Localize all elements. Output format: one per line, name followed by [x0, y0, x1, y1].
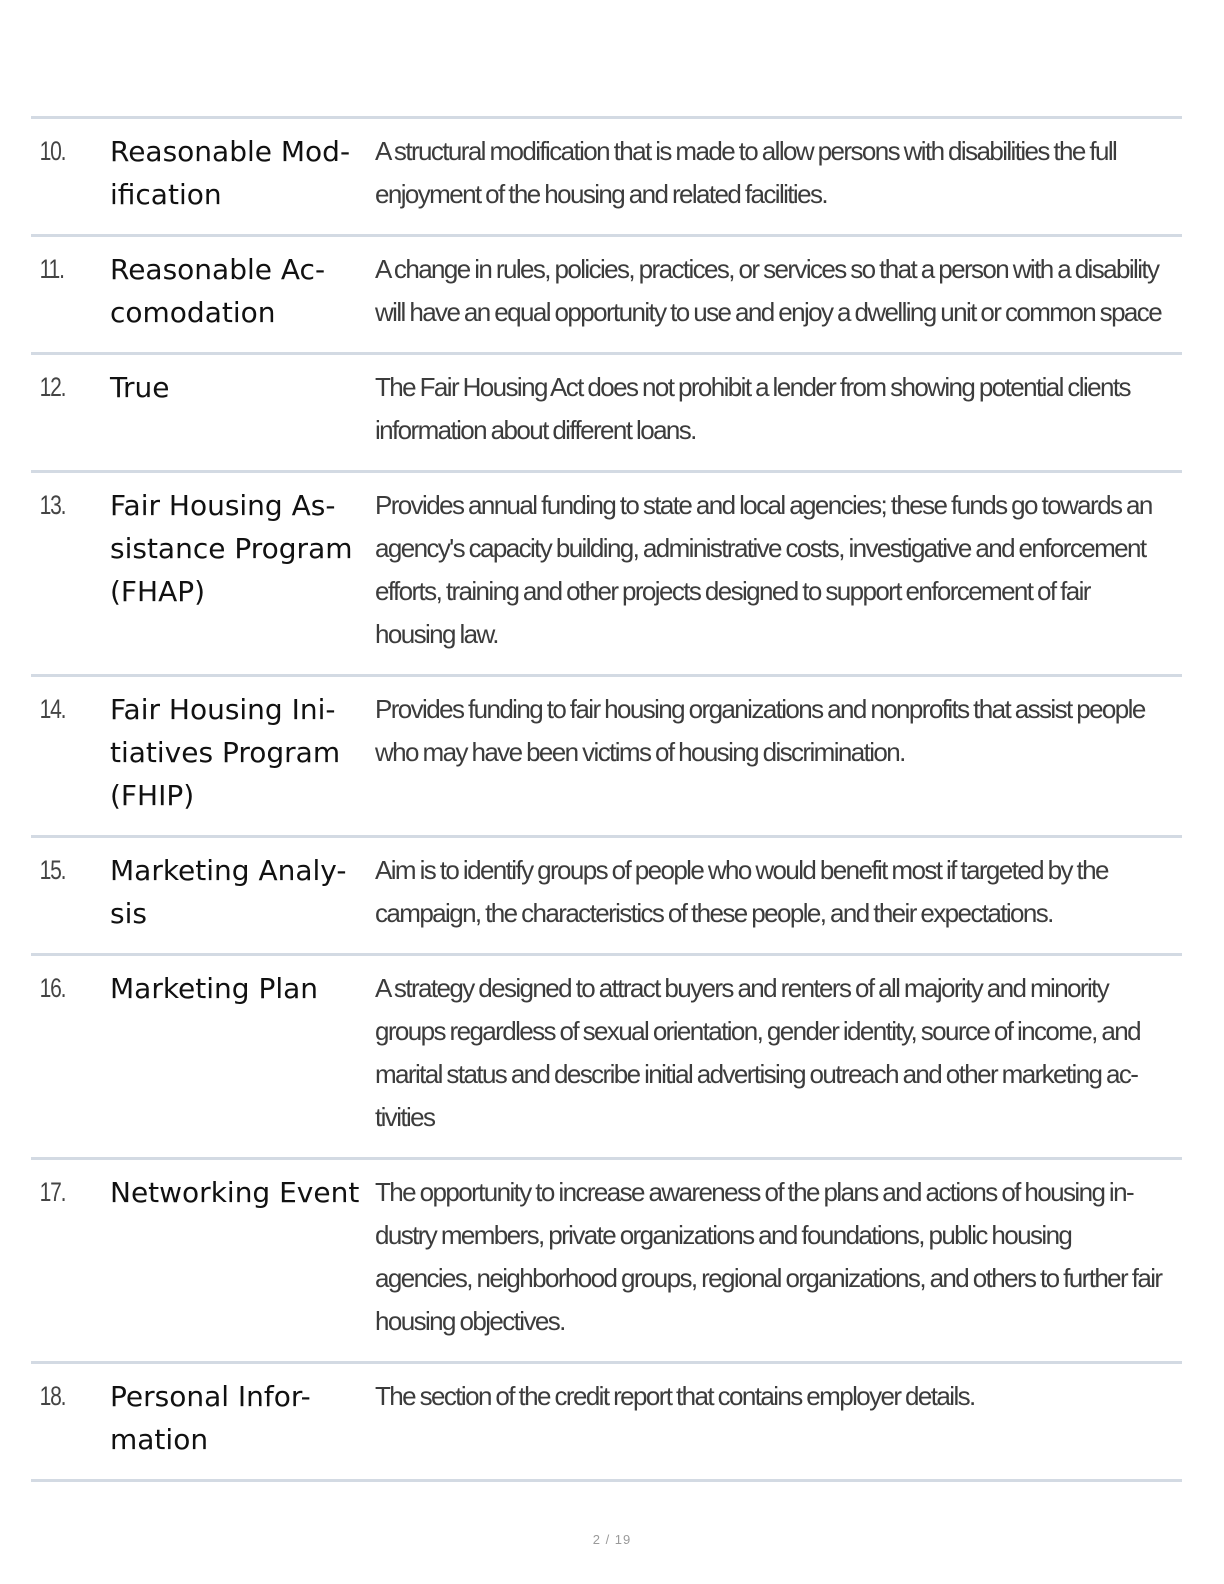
entry-definition: Provides funding to fair housing organizations and nonprofits that assist people who may have been victims of housing discrimination.: [375, 694, 1145, 767]
table-row: [31, 838, 1182, 956]
entry-definition: A change in rules, policies, practices, or services so that a person with a disability will have an equal opportunity to use and enjoy a dwelling unit or common space: [375, 254, 1162, 327]
table-row: [31, 1160, 1182, 1364]
entry-term: True: [110, 371, 170, 404]
entry-term: Fair Housing As-sistance Program (FHAP): [110, 489, 353, 608]
table-row: [31, 355, 1182, 473]
entry-definition: The Fair Housing Act does not prohibit a lender from showing potential clients information about different loans.: [375, 372, 1130, 445]
entry-term: Networking Event: [110, 1176, 360, 1209]
entry-definition: Provides annual funding to state and local agencies; these funds go towards an agency's capacity building, administrative costs, investigative and enforcement efforts, training and other projects designed to support enforcement of fair housing law.: [375, 490, 1152, 649]
entry-definition: A strategy designed to attract buyers and renters of all majority and minority groups regardless of sexual orientation, gender identity, source of income, and marital status and describe initial advertising outreach and other marketing ac-tivities: [375, 973, 1140, 1132]
glossary-table: [31, 116, 1182, 1482]
entry-number: 12.: [39, 372, 66, 402]
table-row: [31, 1364, 1182, 1482]
entry-term: Personal Infor-mation: [110, 1380, 311, 1456]
entry-number: 10.: [39, 136, 66, 166]
entry-term: Reasonable Mod-ification: [110, 135, 351, 211]
entry-number: 16.: [39, 973, 66, 1003]
table-row: [31, 119, 1182, 237]
entry-number: 17.: [39, 1177, 66, 1207]
entry-definition: A structural modification that is made to allow persons with disabilities the full enjoyment of the housing and related facilities.: [375, 136, 1117, 209]
entry-term: Fair Housing Ini-tiatives Program (FHIP): [110, 693, 341, 812]
entry-number: 15.: [39, 855, 66, 885]
table-row: [31, 677, 1182, 838]
page-number: 2 / 19: [592, 1532, 632, 1547]
entry-number: 18.: [39, 1381, 66, 1411]
table-row: [31, 473, 1182, 677]
entry-definition: The opportunity to increase awareness of the plans and actions of housing in-dustry members, private organizations and foundations, public housing agencies, neighborhood groups, regional organizations, and others to further fair housing objectives.: [375, 1177, 1162, 1336]
entry-number: 13.: [39, 490, 66, 520]
entry-number: 14.: [39, 694, 66, 724]
entry-definition: The section of the credit report that contains employer details.: [375, 1381, 975, 1411]
entry-term: Reasonable Ac-comodation: [110, 253, 326, 329]
entry-definition: Aim is to identify groups of people who would benefit most if targeted by the campaign, the characteristics of these people, and their expectations.: [375, 855, 1108, 928]
entry-number: 11.: [39, 254, 64, 284]
table-row: [31, 956, 1182, 1160]
table-row: [31, 237, 1182, 355]
entry-term: Marketing Analy-sis: [110, 854, 347, 930]
entry-term: Marketing Plan: [110, 972, 319, 1005]
